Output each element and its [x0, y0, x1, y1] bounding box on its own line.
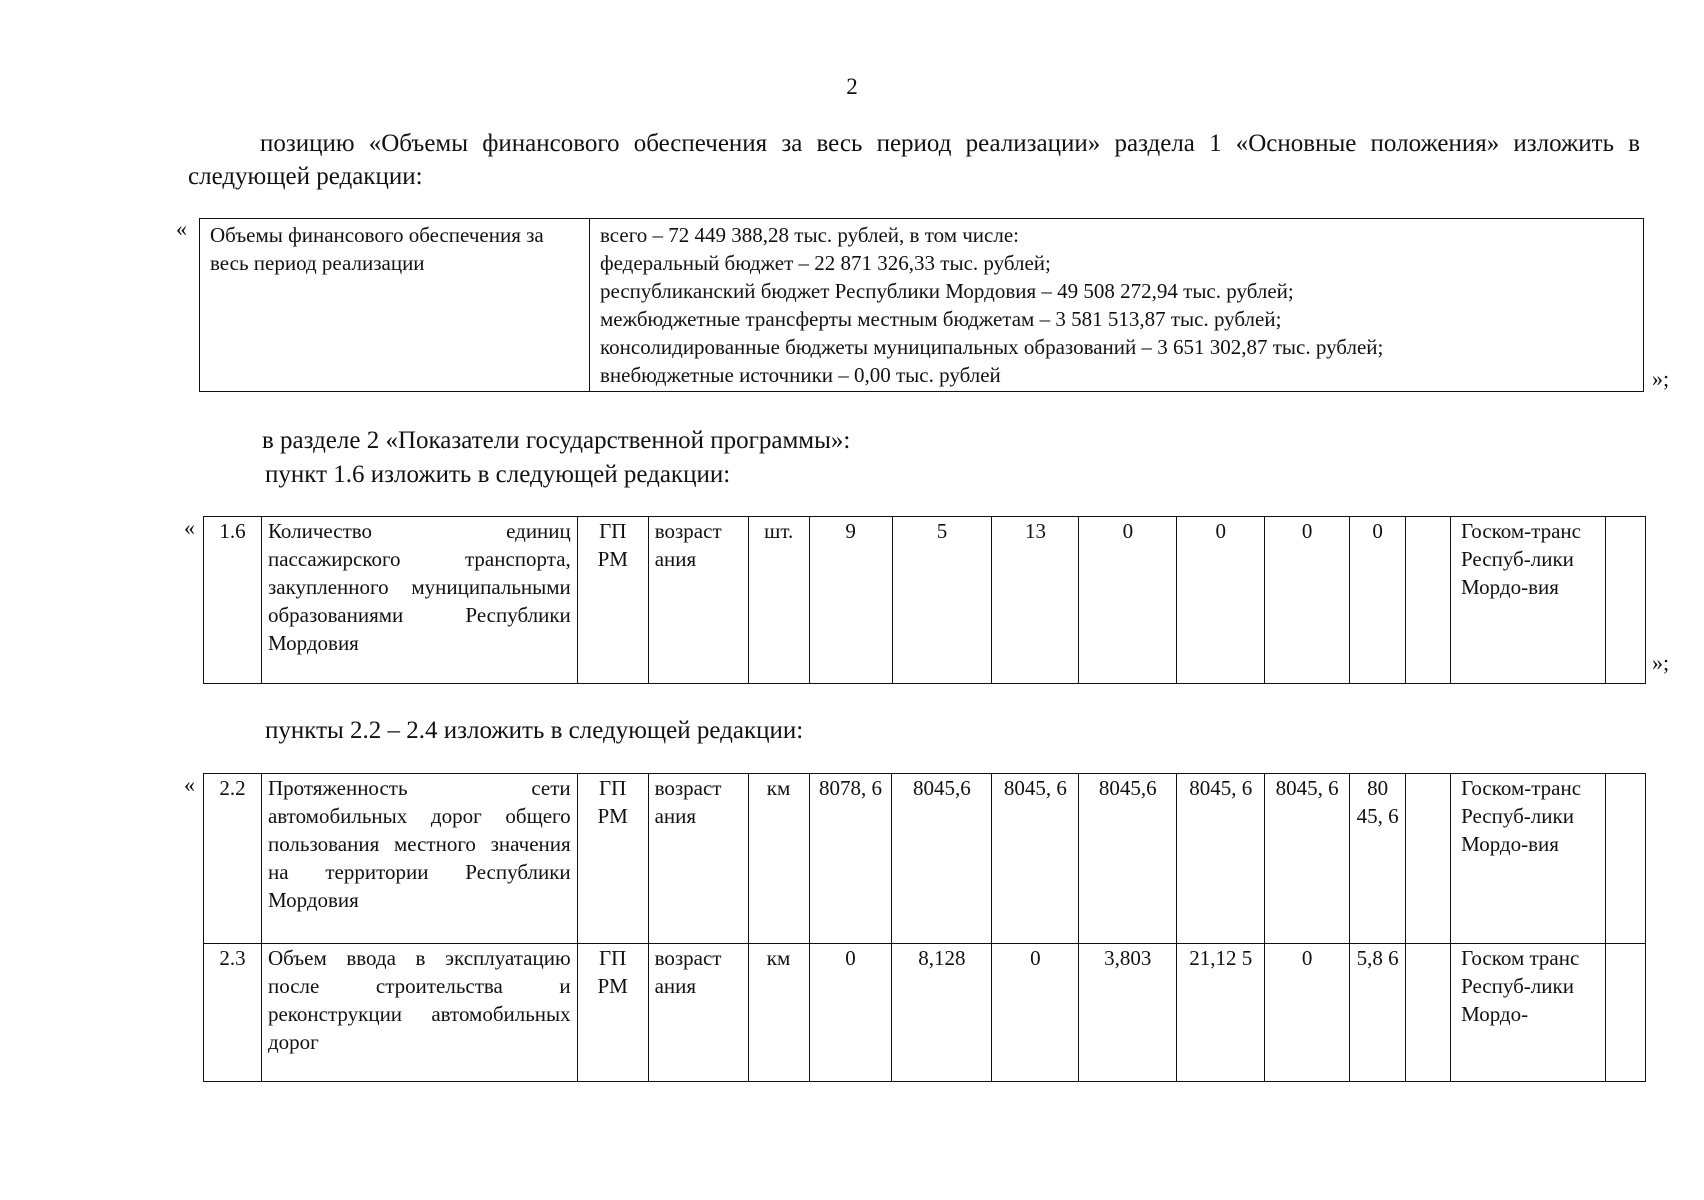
indicator-level: ГП РМ — [577, 944, 648, 1082]
value-cell — [1406, 517, 1451, 684]
finance-line-transfers: межбюджетные трансферты местным бюджетам – 3 581 513,87 тыс. рублей; — [600, 307, 1282, 331]
indicator-level: ГП РМ — [577, 774, 648, 944]
indicator-direction: возраст ания — [648, 944, 748, 1082]
finance-line-offbudget: внебюджетные источники – 0,00 тыс. рублей — [600, 363, 1001, 387]
finance-line-consolidated: консолидированные бюджеты муниципальных образований – 3 651 302,87 тыс. рублей; — [600, 335, 1384, 359]
section2-line1: в разделе 2 «Показатели государственной программы»: — [262, 427, 851, 454]
quote-open-2: « — [184, 515, 195, 540]
value-cell: 0 — [1079, 517, 1177, 684]
value-cell: 21,12 5 — [1177, 944, 1265, 1082]
value-cell — [1406, 944, 1451, 1082]
value-cell: 8045,6 — [892, 774, 992, 944]
finance-line-total: всего – 72 449 388,28 тыс. рублей, в том числе: — [600, 223, 1019, 247]
extra-cell — [1605, 944, 1645, 1082]
value-cell: 8045,6 — [1079, 774, 1177, 944]
indicator-table-1-6 — [203, 516, 1646, 684]
responsible-cell: Госком транс Респуб-лики Мордо- — [1451, 944, 1606, 1082]
indicator-level: ГП РМ — [577, 517, 648, 684]
value-cell: 8045, 6 — [992, 774, 1079, 944]
value-cell: 5 — [892, 517, 992, 684]
value-cell: 0 — [1177, 517, 1265, 684]
value-cell: 0 — [1265, 517, 1350, 684]
finance-details — [590, 219, 1644, 392]
value-cell: 8045, 6 — [1265, 774, 1350, 944]
value-cell: 8,128 — [892, 944, 992, 1082]
value-cell: 13 — [992, 517, 1079, 684]
finance-label: Объемы финансового обеспечения за весь период реализации — [200, 219, 590, 392]
extra-cell — [1605, 517, 1645, 684]
value-cell: 8045, 6 — [1177, 774, 1265, 944]
intro-paragraph: позицию «Объемы финансового обеспечения за весь период реализации» раздела 1 «Основные положения» изложить в следующей редакции: — [188, 130, 1640, 190]
value-cell: 0 — [992, 944, 1079, 1082]
finance-line-federal: федеральный бюджет – 22 871 326,33 тыс. рублей; — [600, 251, 1051, 275]
value-cell: 0 — [1265, 944, 1350, 1082]
value-cell: 0 — [1350, 517, 1406, 684]
indicator-name: Протяженность сети автомобильных дорог общего пользования местного значения на территории Республики Мордовия — [261, 774, 577, 944]
table-row — [204, 774, 1646, 944]
indicator-unit: шт. — [748, 517, 809, 684]
responsible-cell: Госком-транс Респуб-лики Мордо-вия — [1451, 517, 1606, 684]
value-cell: 8078, 6 — [809, 774, 892, 944]
row-number: 1.6 — [204, 517, 262, 684]
quote-close-1: »; — [1652, 366, 1670, 391]
quote-open-3: « — [184, 772, 195, 797]
responsible-cell: Госком-транс Респуб-лики Мордо-вия — [1451, 774, 1606, 944]
section2b-line: пункты 2.2 – 2.4 изложить в следующей редакции: — [265, 717, 804, 744]
value-cell — [1406, 774, 1451, 944]
row-number: 2.2 — [204, 774, 262, 944]
extra-cell — [1605, 774, 1645, 944]
indicator-name: Количество единиц пассажирского транспорта, закупленного муниципальными образованиями Республики Мордовия — [261, 517, 577, 684]
section2-line2: пункт 1.6 изложить в следующей редакции: — [265, 461, 731, 488]
value-cell: 0 — [809, 944, 892, 1082]
indicator-unit: км — [748, 944, 809, 1082]
indicator-direction: возраст ания — [648, 774, 748, 944]
value-cell: 3,803 — [1079, 944, 1177, 1082]
indicator-unit: км — [748, 774, 809, 944]
indicator-table-2 — [203, 773, 1646, 1082]
quote-close-2: »; — [1652, 650, 1670, 675]
indicator-direction: возраст ания — [648, 517, 748, 684]
indicator-name: Объем ввода в эксплуатацию после строительства и реконструкции автомобильных дорог — [261, 944, 577, 1082]
table-row — [204, 944, 1646, 1082]
quote-open-1: « — [176, 216, 187, 241]
value-cell: 80 45, 6 — [1350, 774, 1406, 944]
row-number: 2.3 — [204, 944, 262, 1082]
finance-line-republic: республиканский бюджет Республики Мордовия – 49 508 272,94 тыс. рублей; — [600, 279, 1294, 303]
finance-table — [199, 218, 1644, 392]
table-row — [204, 517, 1646, 684]
value-cell: 5,8 6 — [1350, 944, 1406, 1082]
page-number: 2 — [846, 74, 858, 99]
value-cell: 9 — [809, 517, 892, 684]
